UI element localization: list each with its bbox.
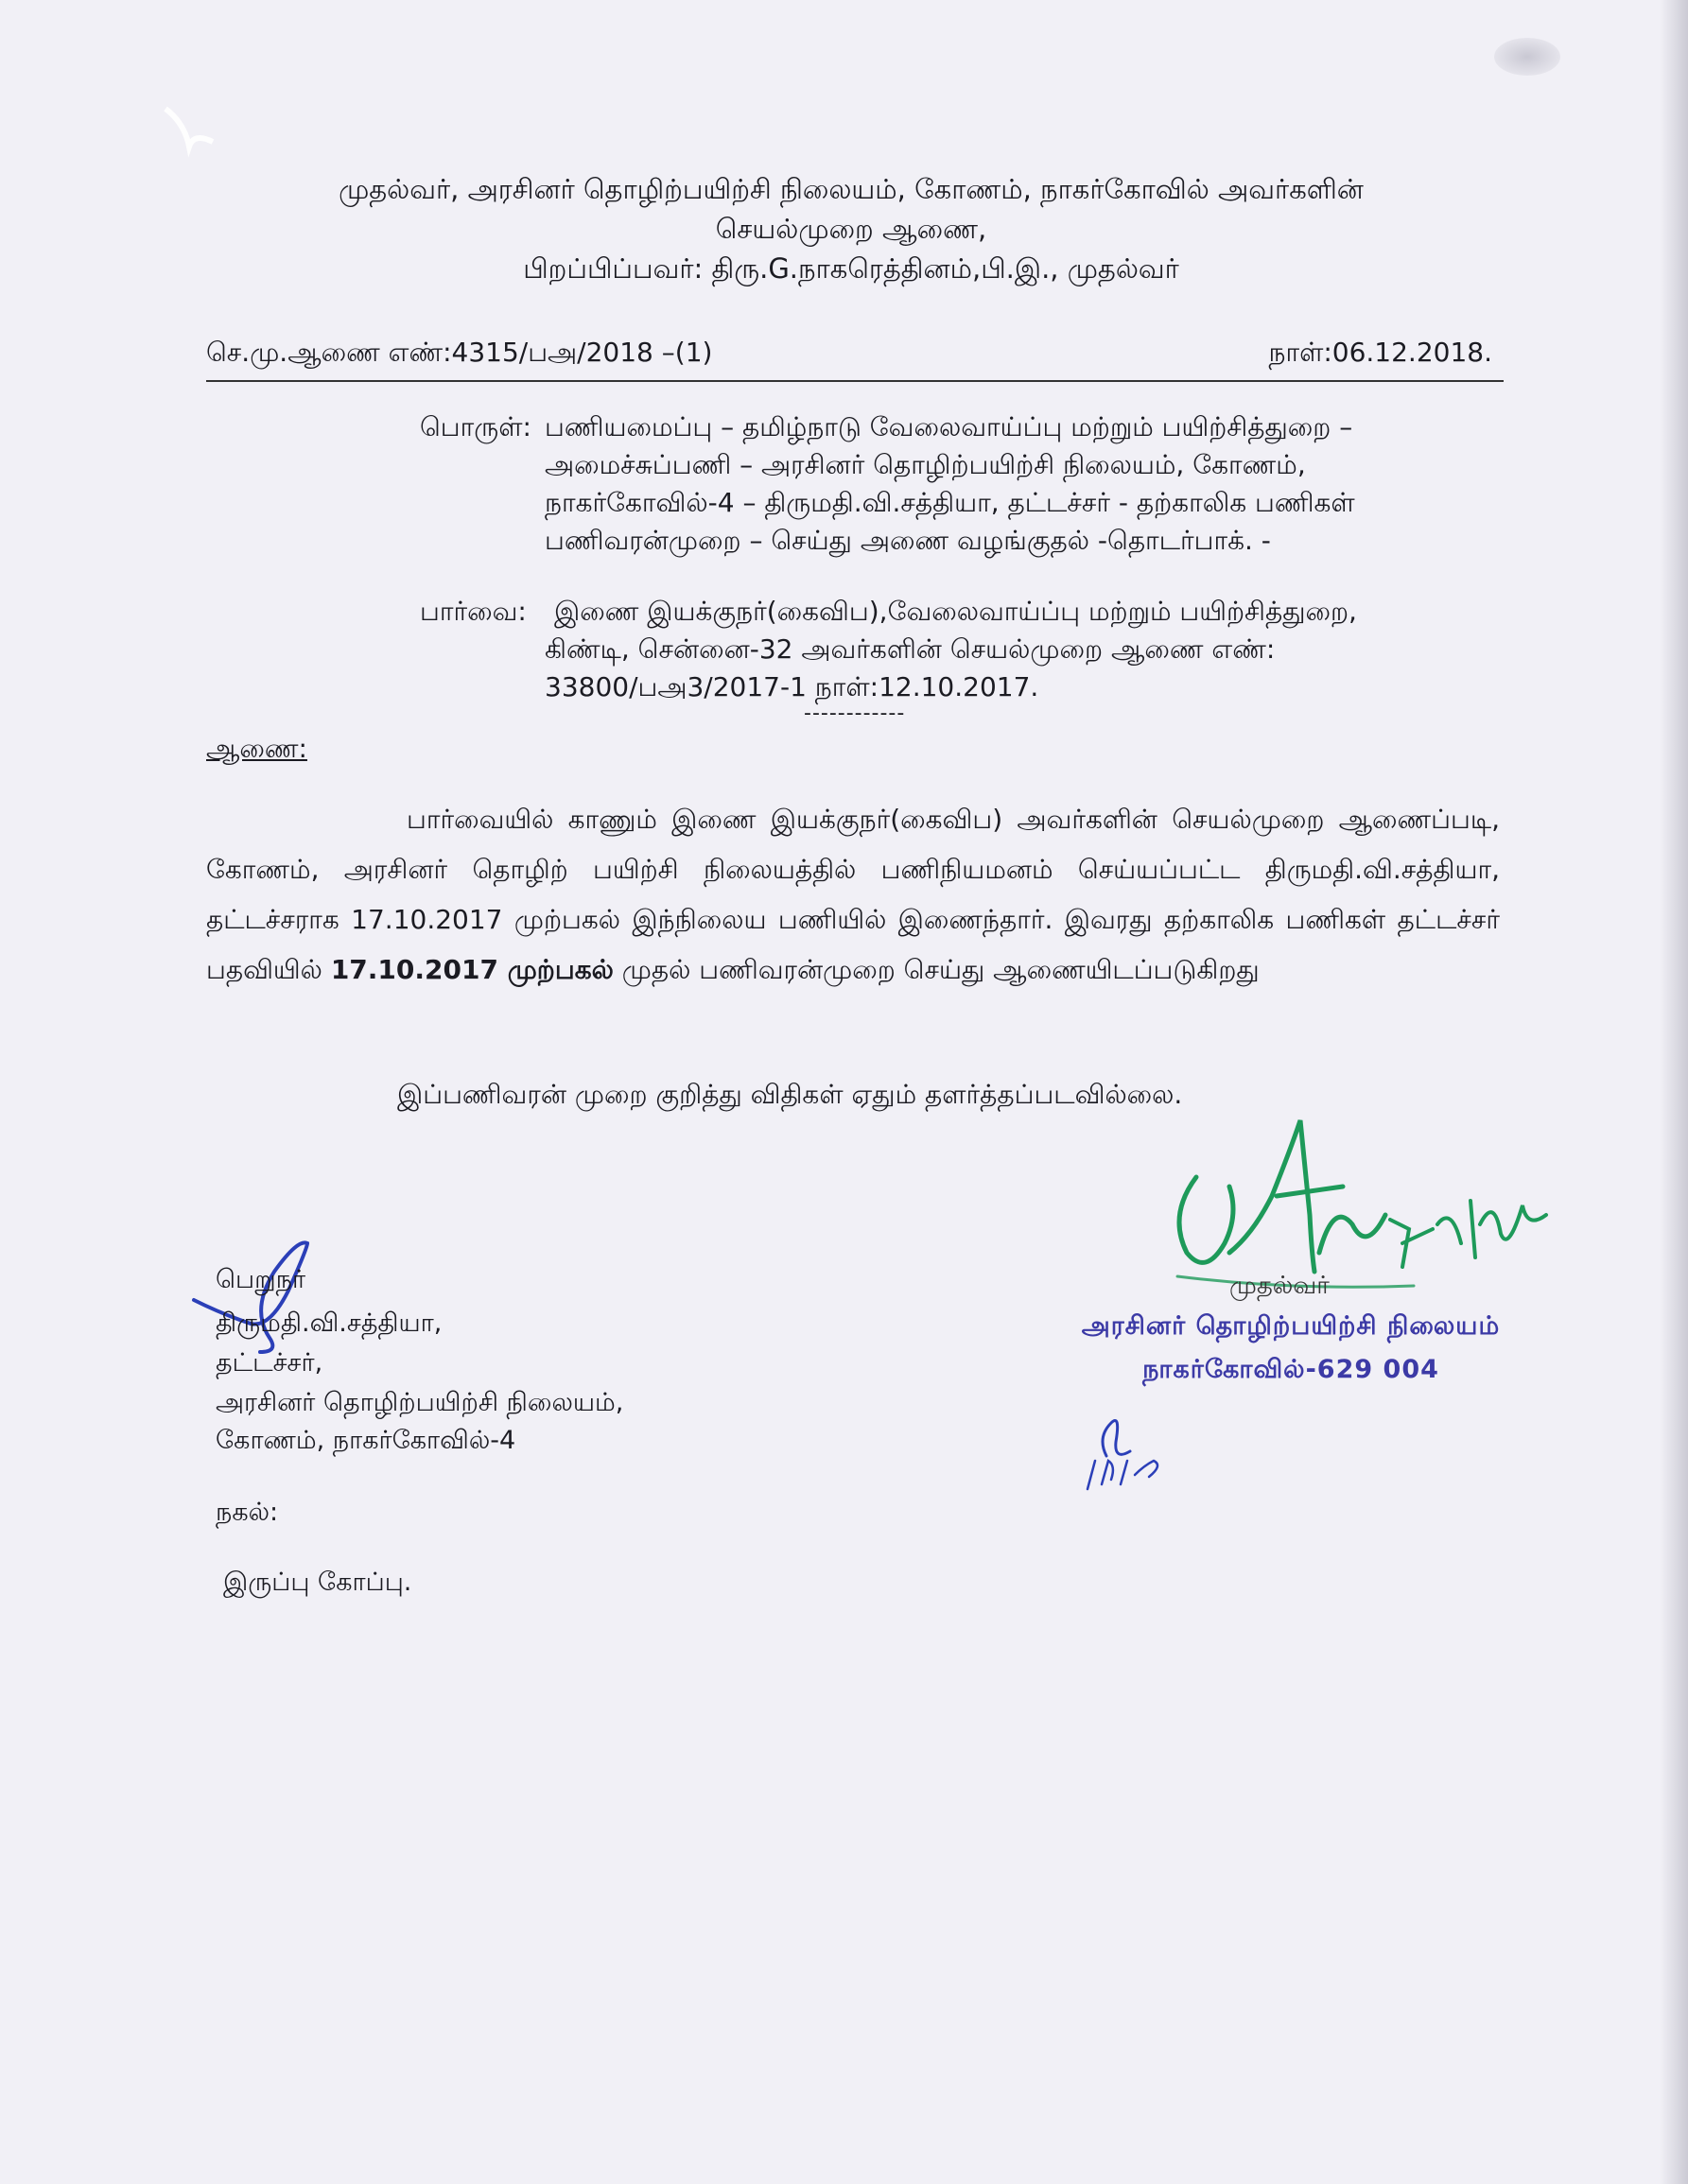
order-number: செ.மு.ஆணை எண்:4315/பஅ/2018 –(1) [206,337,713,368]
rules-statement: இப்பணிவரன் முறை குறித்து விதிகள் ஏதும் தளர்த்தப்படவில்லை. [397,1079,1183,1110]
recipient-name: திருமதி.வி.சத்தியா, [216,1309,443,1338]
scan-edge-shadow [1660,0,1688,2184]
order-date: நாள்:06.12.2018. [1268,337,1492,368]
header-subtitle: செயல்முறை ஆணை, [715,213,987,245]
principal-designation: முதல்வர் [1229,1272,1330,1300]
subject-line-4: பணிவரன்முறை – செய்து அணை வழங்குதல் -தொடர்பாக். - [545,525,1271,556]
subject-line-2: அமைச்சுப்பணி – அரசினர் தொழிற்பயிற்சி நிலையம், கோணம், [545,449,1306,480]
copy-item: இருப்பு கோப்பு. [223,1568,412,1597]
copy-label: நகல்: [216,1498,279,1527]
stamp-office-name: அரசினர் தொழிற்பயிற்சி நிலையம் [1081,1311,1501,1341]
header-issuer: பிறப்பிப்பவர்: திரு.G.நாகரெத்தினம்,பி.இ., முதல்வர் [523,252,1179,285]
reference-label: பார்வை: [420,596,527,627]
initials-mark [1078,1409,1192,1494]
subject-line-3: நாகர்கோவில்-4 – திருமதி.வி.சத்தியா, தட்டச்சர் - தற்காலிக பணிகள் [545,487,1355,518]
office-stamp [1064,1305,1518,1392]
order-body-bold: 17.10.2017 முற்பகல் [330,954,614,985]
recipient-place: கோணம், நாகர்கோவில்-4 [216,1426,516,1455]
paper-tear-mark [161,104,218,161]
paper-smudge [1494,38,1560,76]
order-body-part1: பார்வையில் காணும் இணை இயக்குநர்(கைவிப) அவர்களின் செயல்முறை ஆணைப்படி, கோணம், அரசினர் தொழிற் பயிற்சி நிலையத்தில் பணிநியமனம் செய்யப்பட்ட திருமதி.வி.சத்தியா, தட்டச்சராக 17.10.2017 முற்பகல் இந்நிலைய பணியில் இணைந்தார். இவரது தற்காலிக பணிகள் தட்டச்சர் பதவியில் [206,804,1500,985]
reference-line-1: இணை இயக்குநர்(கைவிப),வேலைவாய்ப்பு மற்றும் பயிற்சித்துறை, [554,596,1357,627]
principal-signature [1149,1111,1565,1300]
subject-line-1: பணியமைப்பு – தமிழ்நாடு வேலைவாய்ப்பு மற்றும் பயிற்சித்துறை – [545,411,1353,442]
recipient-designation: தட்டச்சர், [216,1348,323,1378]
header-divider [206,380,1504,382]
reference-line-3: 33800/பஅ3/2017-1 நாள்:12.10.2017. [545,671,1039,702]
reference-line-2: கிண்டி, சென்னை-32 அவர்களின் செயல்முறை ஆணை எண்: [545,633,1276,665]
header-title: முதல்வர், அரசினர் தொழிற்பயிற்சி நிலையம், கோணம், நாகர்கோவில் அவர்களின் [339,173,1364,205]
order-body [206,794,1500,995]
order-body-part2: முதல் பணிவரன்முறை செய்து ஆணையிடப்படுகிறது [621,954,1260,985]
recipient-label: பெறுநர் [216,1265,306,1294]
section-separator: ------------ [804,702,906,725]
subject-label: பொருள்: [420,411,531,442]
order-heading: ஆணை: [206,733,307,764]
stamp-office-place: நாகர்கோவில்-629 004 [1142,1355,1439,1384]
recipient-office: அரசினர் தொழிற்பயிற்சி நிலையம், [216,1388,624,1417]
